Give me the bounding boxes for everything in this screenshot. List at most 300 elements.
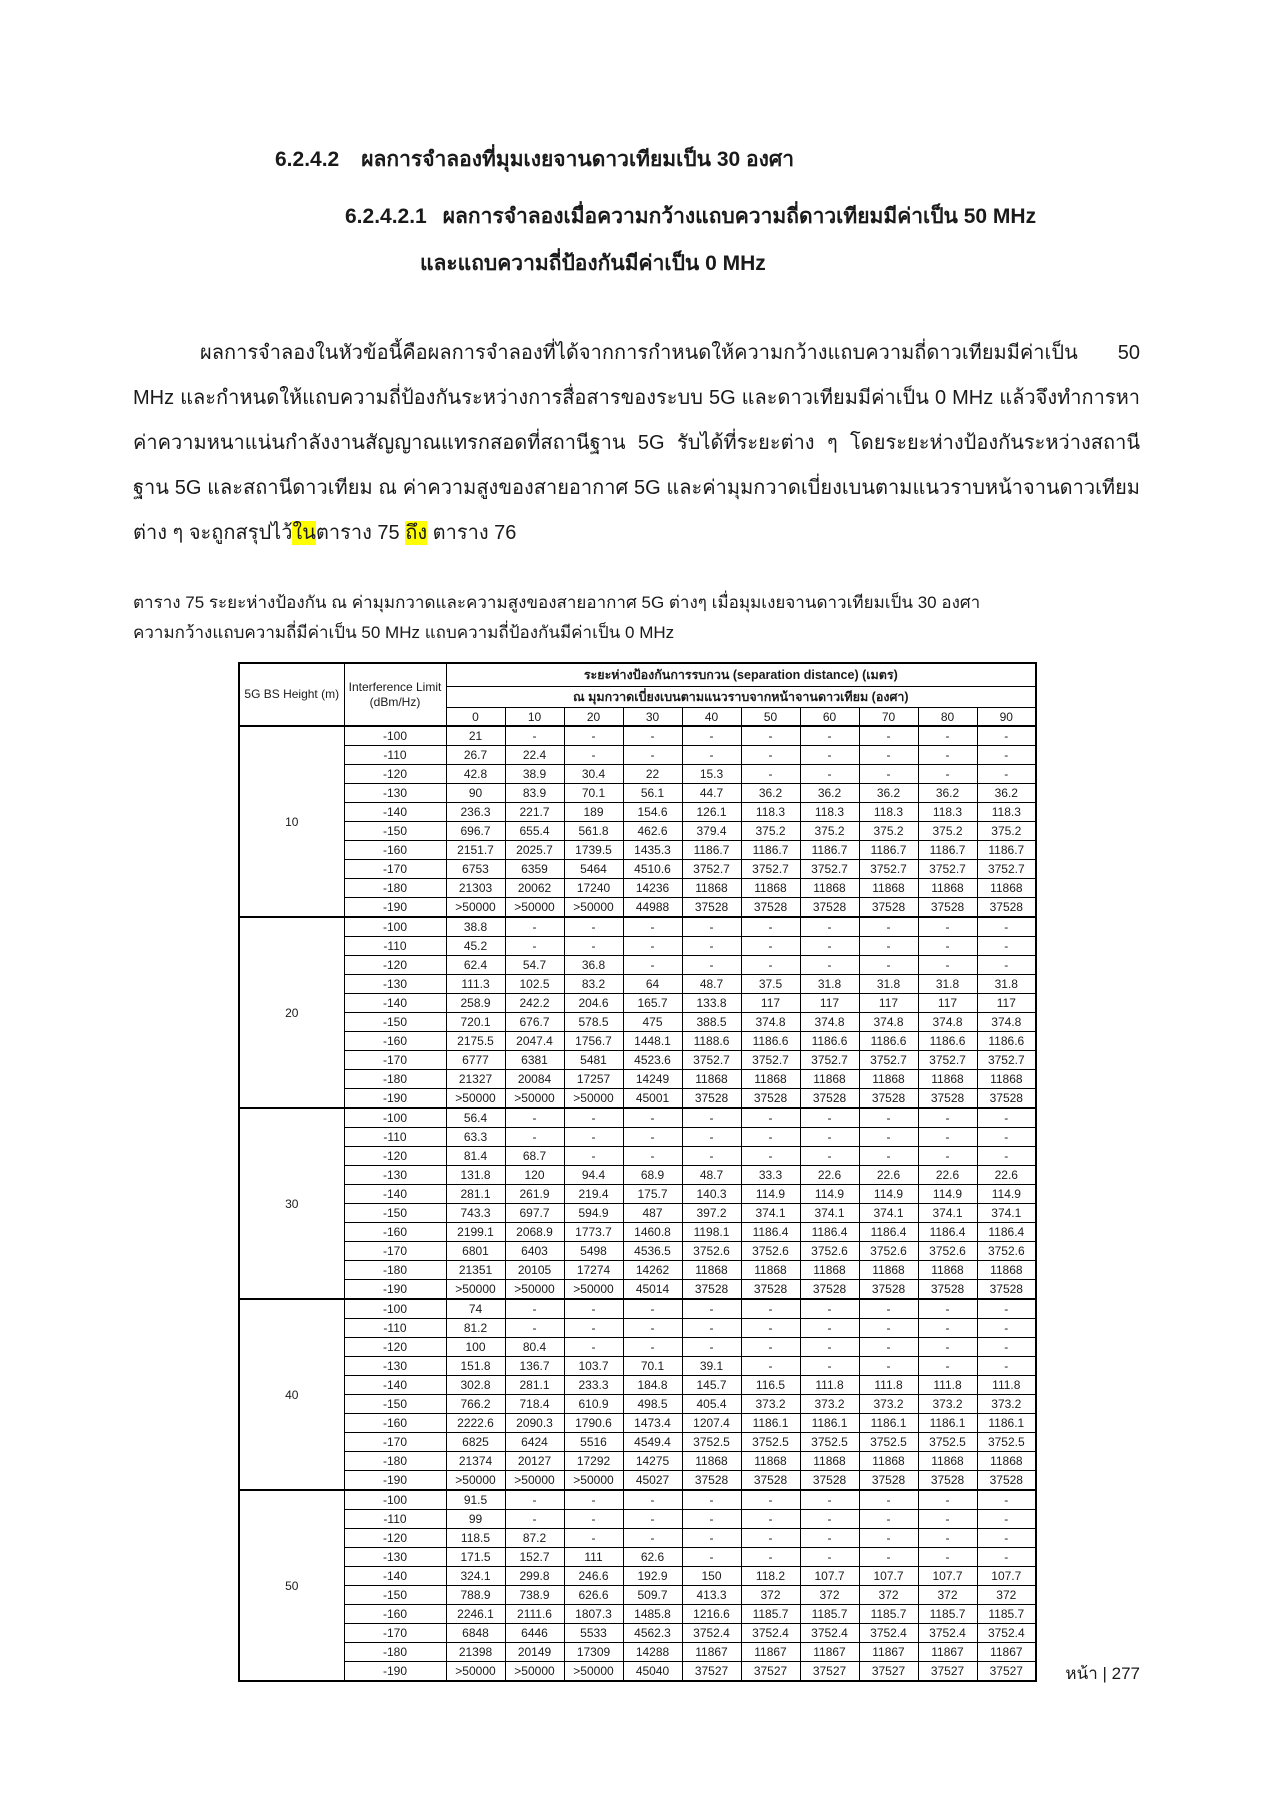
distance-value-cell: 37528 <box>741 1089 800 1109</box>
distance-value-cell: 2025.7 <box>505 841 564 860</box>
distance-value-cell: 171.5 <box>446 1548 505 1567</box>
angle-header-cell: 60 <box>800 708 859 727</box>
distance-value-cell: 1485.8 <box>623 1605 682 1624</box>
distance-value-cell: 11868 <box>977 879 1036 898</box>
distance-value-cell: - <box>977 1299 1036 1319</box>
distance-value-cell: - <box>859 746 918 765</box>
distance-value-cell: 165.7 <box>623 994 682 1013</box>
distance-value-cell: - <box>859 937 918 956</box>
distance-value-cell: 498.5 <box>623 1395 682 1414</box>
table-caption-line2: ความกว้างแถบความถี่มีค่าเป็น 50 MHz แถบความถี่ป้องกันมีค่าเป็น 0 MHz <box>133 623 675 642</box>
table-row <box>239 1567 1036 1586</box>
distance-value-cell: - <box>564 1128 623 1147</box>
distance-value-cell: 81.4 <box>446 1147 505 1166</box>
distance-value-cell: 102.5 <box>505 975 564 994</box>
table-row <box>239 1242 1036 1261</box>
distance-value-cell: 236.3 <box>446 803 505 822</box>
distance-value-cell: - <box>741 746 800 765</box>
distance-value-cell: - <box>564 1490 623 1510</box>
distance-value-cell: 111 <box>564 1548 623 1567</box>
distance-value-cell: 22.6 <box>918 1166 977 1185</box>
distance-value-cell: 281.1 <box>446 1185 505 1204</box>
distance-value-cell: 62.4 <box>446 956 505 975</box>
table-row <box>239 1147 1036 1166</box>
distance-value-cell: 63.3 <box>446 1128 505 1147</box>
distance-value-cell: 379.4 <box>682 822 741 841</box>
distance-value-cell: 117 <box>859 994 918 1013</box>
distance-value-cell: 31.8 <box>859 975 918 994</box>
distance-value-cell: 14275 <box>623 1452 682 1471</box>
interference-limit-cell: -160 <box>344 1605 446 1624</box>
distance-value-cell: 117 <box>977 994 1036 1013</box>
distance-value-cell: 1186.6 <box>918 1032 977 1051</box>
interference-limit-cell: -150 <box>344 1395 446 1414</box>
distance-value-cell: 114.9 <box>859 1185 918 1204</box>
distance-value-cell: 11868 <box>741 1452 800 1471</box>
distance-value-cell: 37528 <box>859 898 918 918</box>
distance-value-cell: 2246.1 <box>446 1605 505 1624</box>
distance-value-cell: - <box>859 956 918 975</box>
distance-value-cell: 374.8 <box>918 1013 977 1032</box>
distance-value-cell: 83.2 <box>564 975 623 994</box>
distance-value-cell: 54.7 <box>505 956 564 975</box>
distance-value-cell: 1186.4 <box>800 1223 859 1242</box>
distance-value-cell: 111.3 <box>446 975 505 994</box>
distance-value-cell: 111.8 <box>800 1376 859 1395</box>
distance-value-cell: - <box>741 1338 800 1357</box>
distance-value-cell: 11868 <box>682 1070 741 1089</box>
distance-value-cell: 15.3 <box>682 765 741 784</box>
distance-value-cell: 11868 <box>800 1070 859 1089</box>
distance-value-cell: 375.2 <box>977 822 1036 841</box>
distance-value-cell: 11868 <box>918 1452 977 1471</box>
distance-value-cell: - <box>859 917 918 937</box>
distance-value-cell: 37527 <box>800 1662 859 1682</box>
distance-value-cell: 388.5 <box>682 1013 741 1032</box>
distance-value-cell: - <box>682 937 741 956</box>
distance-value-cell: 56.1 <box>623 784 682 803</box>
distance-value-cell: 1185.7 <box>859 1605 918 1624</box>
distance-value-cell: 11867 <box>800 1643 859 1662</box>
distance-value-cell: >50000 <box>505 898 564 918</box>
distance-value-cell: 111.8 <box>918 1376 977 1395</box>
distance-value-cell: 11867 <box>918 1643 977 1662</box>
distance-value-cell: 1185.7 <box>918 1605 977 1624</box>
distance-value-cell: 509.7 <box>623 1586 682 1605</box>
distance-value-cell: - <box>977 765 1036 784</box>
distance-value-cell: 37528 <box>977 1089 1036 1109</box>
distance-value-cell: 11867 <box>682 1643 741 1662</box>
distance-value-cell: 1185.7 <box>977 1605 1036 1624</box>
distance-value-cell: 37528 <box>800 898 859 918</box>
distance-value-cell: 1186.7 <box>741 841 800 860</box>
distance-value-cell: >50000 <box>446 1089 505 1109</box>
distance-value-cell: 374.1 <box>918 1204 977 1223</box>
distance-value-cell: 2175.5 <box>446 1032 505 1051</box>
distance-value-cell: 20127 <box>505 1452 564 1471</box>
distance-value-cell: - <box>682 1490 741 1510</box>
table-row <box>239 1108 1036 1128</box>
distance-value-cell: 3752.6 <box>918 1242 977 1261</box>
angle-header-cell: 80 <box>918 708 977 727</box>
distance-value-cell: 3752.7 <box>800 860 859 879</box>
distance-value-cell: 21351 <box>446 1261 505 1280</box>
distance-value-cell: 11868 <box>741 1261 800 1280</box>
distance-value-cell: 14262 <box>623 1261 682 1280</box>
distance-value-cell: - <box>800 937 859 956</box>
interference-limit-cell: -120 <box>344 956 446 975</box>
distance-value-cell: 2151.7 <box>446 841 505 860</box>
azimuth-angle-header: ณ มุมกวาดเบี่ยงเบนตามแนวราบจากหน้าจานดาวเทียม (องศา) <box>446 687 1036 708</box>
distance-value-cell: 3752.7 <box>859 860 918 879</box>
distance-value-cell: 324.1 <box>446 1567 505 1586</box>
distance-value-cell: - <box>977 1357 1036 1376</box>
distance-value-cell: - <box>918 1490 977 1510</box>
distance-value-cell: 655.4 <box>505 822 564 841</box>
distance-value-cell: - <box>623 1299 682 1319</box>
distance-value-cell: 302.8 <box>446 1376 505 1395</box>
distance-value-cell: - <box>505 726 564 746</box>
distance-value-cell: - <box>564 1338 623 1357</box>
distance-value-cell: 11868 <box>682 1261 741 1280</box>
distance-value-cell: - <box>623 1147 682 1166</box>
interference-limit-cell: -160 <box>344 841 446 860</box>
highlighted-word: ใน <box>292 522 316 544</box>
distance-value-cell: - <box>859 1147 918 1166</box>
distance-value-cell: 37528 <box>859 1089 918 1109</box>
interference-limit-cell: -180 <box>344 1452 446 1471</box>
distance-value-cell: 11868 <box>918 1070 977 1089</box>
distance-value-cell: - <box>800 1357 859 1376</box>
table-caption-line1: ตาราง 75 ระยะห่างป้องกัน ณ ค่ามุมกวาดและความสูงของสายอากาศ 5G ต่างๆ เมื่อมุมเงยจานดาวเทียมเป็น 30 องศา <box>133 593 981 612</box>
bs-height-cell: 30 <box>239 1108 344 1299</box>
distance-value-cell: 3752.6 <box>977 1242 1036 1261</box>
distance-value-cell: 374.1 <box>859 1204 918 1223</box>
distance-value-cell: 219.4 <box>564 1185 623 1204</box>
distance-value-cell: 30.4 <box>564 765 623 784</box>
distance-value-cell: 413.3 <box>682 1586 741 1605</box>
distance-value-cell: 37527 <box>741 1662 800 1682</box>
distance-value-cell: 37528 <box>741 1471 800 1491</box>
table-row <box>239 1089 1036 1109</box>
table-row <box>239 1414 1036 1433</box>
distance-value-cell: - <box>505 1128 564 1147</box>
distance-value-cell: - <box>977 956 1036 975</box>
distance-value-cell: 45.2 <box>446 937 505 956</box>
distance-value-cell: 299.8 <box>505 1567 564 1586</box>
distance-value-cell: - <box>859 1338 918 1357</box>
distance-value-cell: 1186.7 <box>859 841 918 860</box>
distance-value-cell: 2222.6 <box>446 1414 505 1433</box>
distance-value-cell: 11868 <box>800 1261 859 1280</box>
distance-value-cell: >50000 <box>446 1662 505 1682</box>
distance-value-cell: 578.5 <box>564 1013 623 1032</box>
interference-limit-cell: -170 <box>344 1433 446 1452</box>
distance-value-cell: - <box>682 1548 741 1567</box>
body-paragraph <box>133 331 1140 556</box>
distance-value-cell: 1435.3 <box>623 841 682 860</box>
distance-value-cell: 1773.7 <box>564 1223 623 1242</box>
table-row <box>239 1395 1036 1414</box>
interference-limit-cell: -140 <box>344 1185 446 1204</box>
distance-value-cell: 1198.1 <box>682 1223 741 1242</box>
interference-limit-cell: -140 <box>344 1376 446 1395</box>
distance-value-cell: 14288 <box>623 1643 682 1662</box>
distance-value-cell: - <box>800 1548 859 1567</box>
distance-value-cell: 31.8 <box>977 975 1036 994</box>
distance-value-cell: 36.2 <box>800 784 859 803</box>
distance-value-cell: 37528 <box>918 1280 977 1300</box>
distance-value-cell: 48.7 <box>682 975 741 994</box>
distance-value-cell: 17292 <box>564 1452 623 1471</box>
distance-value-cell: - <box>977 1108 1036 1128</box>
bs-height-cell: 40 <box>239 1299 344 1490</box>
distance-value-cell: 150 <box>682 1567 741 1586</box>
interference-limit-cell: -170 <box>344 860 446 879</box>
distance-value-cell: >50000 <box>564 1471 623 1491</box>
distance-value-cell: 11868 <box>918 1261 977 1280</box>
distance-value-cell: - <box>741 1319 800 1338</box>
distance-value-cell: 37528 <box>741 1280 800 1300</box>
distance-value-cell: 45001 <box>623 1089 682 1109</box>
distance-value-cell: 11868 <box>977 1261 1036 1280</box>
distance-value-cell: >50000 <box>564 1280 623 1300</box>
distance-value-cell: 3752.6 <box>741 1242 800 1261</box>
distance-value-cell: 21 <box>446 726 505 746</box>
distance-value-cell: 2199.1 <box>446 1223 505 1242</box>
distance-value-cell: 720.1 <box>446 1013 505 1032</box>
distance-value-cell: 561.8 <box>564 822 623 841</box>
distance-value-cell: 154.6 <box>623 803 682 822</box>
distance-value-cell: 1188.6 <box>682 1032 741 1051</box>
distance-value-cell: 37528 <box>741 898 800 918</box>
distance-value-cell: 5533 <box>564 1624 623 1643</box>
subsection-title-line2: และแถบความถี่ป้องกันมีค่าเป็น 0 MHz <box>420 252 766 275</box>
table-row <box>239 994 1036 1013</box>
bs-height-cell: 10 <box>239 726 344 917</box>
interference-limit-cell: -190 <box>344 1089 446 1109</box>
distance-value-cell: - <box>859 1490 918 1510</box>
paragraph-text: ผลการจำลองในหัวข้อนี้คือผลการจำลองที่ได้จากการกำหนดให้ความกว้างแถบความถี่ดาวเทียมมีค่าเป็น 50 MHz และกำหนดให้แถบความถี่ป้องกันระหว่างการสื่อสารของระบบ 5G และดาวเทียมมีค่าเป็น 0 MHz แล้วจึงทำการหาค่าความหนาแน่นกำลังงานสัญญาณแทรกสอดที่สถานีฐาน 5G รับได้ที่ระยะต่าง ๆ โดยระยะห่างป้องกันระหว่างสถานีฐาน 5G และสถานีดาวเทียม ณ ค่าความสูงของสายอากาศ 5G และค่ามุมกวาดเบี่ยงเบนตามแนวราบหน้าจานดาวเทียมต่าง ๆ จะถูกสรุปไว้ <box>133 342 1140 544</box>
interference-limit-cell: -150 <box>344 1586 446 1605</box>
distance-value-cell: 20084 <box>505 1070 564 1089</box>
distance-value-cell: 38.9 <box>505 765 564 784</box>
distance-value-cell: 80.4 <box>505 1338 564 1357</box>
distance-value-cell: - <box>682 1510 741 1529</box>
interference-limit-cell: -180 <box>344 1261 446 1280</box>
distance-value-cell: 1186.1 <box>741 1414 800 1433</box>
distance-value-cell: - <box>977 1147 1036 1166</box>
distance-value-cell: 626.6 <box>564 1586 623 1605</box>
distance-value-cell: 31.8 <box>800 975 859 994</box>
distance-value-cell: - <box>623 1128 682 1147</box>
interference-limit-cell: -100 <box>344 1108 446 1128</box>
distance-value-cell: 11868 <box>977 1070 1036 1089</box>
distance-value-cell: 373.2 <box>977 1395 1036 1414</box>
distance-value-cell: - <box>977 1338 1036 1357</box>
distance-value-cell: 99 <box>446 1510 505 1529</box>
distance-value-cell: - <box>918 1529 977 1548</box>
distance-value-cell: >50000 <box>505 1471 564 1491</box>
angle-header-cell: 10 <box>505 708 564 727</box>
distance-value-cell: 743.3 <box>446 1204 505 1223</box>
distance-value-cell: 373.2 <box>859 1395 918 1414</box>
distance-value-cell: 17274 <box>564 1261 623 1280</box>
interference-limit-column-header: Interference Limit (dBm/Hz) <box>344 663 446 726</box>
distance-value-cell: 70.1 <box>623 1357 682 1376</box>
table-row <box>239 726 1036 746</box>
table-row <box>239 1204 1036 1223</box>
distance-value-cell: - <box>918 1319 977 1338</box>
distance-value-cell: 140.3 <box>682 1185 741 1204</box>
distance-value-cell: 118.3 <box>800 803 859 822</box>
angle-header-cell: 0 <box>446 708 505 727</box>
distance-value-cell: - <box>741 1128 800 1147</box>
distance-value-cell: - <box>682 1147 741 1166</box>
distance-value-cell: 39.1 <box>682 1357 741 1376</box>
interference-limit-cell: -160 <box>344 1223 446 1242</box>
distance-value-cell: 11868 <box>800 879 859 898</box>
distance-value-cell: 5516 <box>564 1433 623 1452</box>
distance-value-cell: 145.7 <box>682 1376 741 1395</box>
distance-value-cell: 44.7 <box>682 784 741 803</box>
distance-value-cell: 17309 <box>564 1643 623 1662</box>
distance-value-cell: - <box>505 1490 564 1510</box>
distance-value-cell: 3752.4 <box>682 1624 741 1643</box>
distance-value-cell: 1207.4 <box>682 1414 741 1433</box>
distance-value-cell: 20062 <box>505 879 564 898</box>
distance-value-cell: - <box>918 937 977 956</box>
highlighted-word: ถึง <box>405 522 428 544</box>
distance-value-cell: - <box>741 1147 800 1166</box>
interference-limit-cell: -150 <box>344 1013 446 1032</box>
table-row <box>239 1128 1036 1147</box>
distance-value-cell: - <box>859 1108 918 1128</box>
distance-value-cell: - <box>564 1510 623 1529</box>
distance-value-cell: 6424 <box>505 1433 564 1452</box>
distance-value-cell: >50000 <box>446 1471 505 1491</box>
distance-value-cell: - <box>918 917 977 937</box>
distance-value-cell: 36.2 <box>741 784 800 803</box>
subsection-number: 6.2.4.2.1 <box>345 205 427 228</box>
distance-value-cell: 37528 <box>859 1280 918 1300</box>
interference-limit-cell: -110 <box>344 746 446 765</box>
distance-value-cell: 22.6 <box>977 1166 1036 1185</box>
angle-header-cell: 50 <box>741 708 800 727</box>
distance-value-cell: 1739.5 <box>564 841 623 860</box>
distance-value-cell: 3752.5 <box>918 1433 977 1452</box>
table-row <box>239 1510 1036 1529</box>
interference-limit-cell: -140 <box>344 994 446 1013</box>
distance-value-cell: 37528 <box>977 1471 1036 1491</box>
separation-distance-header: ระยะห่างป้องกันการรบกวน (separation distance) (เมตร) <box>446 663 1036 687</box>
interference-limit-cell: -110 <box>344 1319 446 1338</box>
distance-value-cell: - <box>918 1548 977 1567</box>
distance-value-cell: 37528 <box>800 1280 859 1300</box>
distance-value-cell: 11867 <box>741 1643 800 1662</box>
distance-value-cell: 1756.7 <box>564 1032 623 1051</box>
distance-value-cell: 11867 <box>859 1643 918 1662</box>
table-row <box>239 1605 1036 1624</box>
distance-value-cell: >50000 <box>505 1280 564 1300</box>
distance-value-cell: 3752.4 <box>859 1624 918 1643</box>
table-row <box>239 1471 1036 1491</box>
distance-value-cell: 17257 <box>564 1070 623 1089</box>
height-column-header: 5G BS Height (m) <box>239 663 344 726</box>
distance-value-cell: 3752.4 <box>918 1624 977 1643</box>
interference-limit-cell: -180 <box>344 1070 446 1089</box>
paragraph-text: ตาราง 76 <box>427 522 517 544</box>
table-row <box>239 1490 1036 1510</box>
subsection-title-line1: ผลการจำลองเมื่อความกว้างแถบความถี่ดาวเทียมมีค่าเป็น 50 MHz <box>442 205 1037 228</box>
distance-value-cell: 120 <box>505 1166 564 1185</box>
page-number: หน้า | 277 <box>1065 1664 1140 1683</box>
distance-value-cell: 74 <box>446 1299 505 1319</box>
distance-value-cell: - <box>682 1319 741 1338</box>
table-row <box>239 1166 1036 1185</box>
table-row <box>239 1586 1036 1605</box>
distance-value-cell: - <box>918 1108 977 1128</box>
distance-value-cell: - <box>741 1357 800 1376</box>
table-row <box>239 1529 1036 1548</box>
distance-value-cell: 1185.7 <box>741 1605 800 1624</box>
interference-limit-cell: -130 <box>344 1548 446 1567</box>
distance-value-cell: 242.2 <box>505 994 564 1013</box>
distance-value-cell: 204.6 <box>564 994 623 1013</box>
distance-value-cell: 37527 <box>682 1662 741 1682</box>
table-row <box>239 841 1036 860</box>
distance-value-cell: 111.8 <box>859 1376 918 1395</box>
distance-value-cell: - <box>800 917 859 937</box>
distance-value-cell: - <box>682 956 741 975</box>
distance-value-cell: - <box>918 1299 977 1319</box>
distance-value-cell: - <box>741 1108 800 1128</box>
distance-value-cell: - <box>564 746 623 765</box>
distance-value-cell: 107.7 <box>918 1567 977 1586</box>
paragraph-text: ตาราง 75 <box>315 522 406 544</box>
distance-value-cell: 475 <box>623 1013 682 1032</box>
interference-limit-cell: -130 <box>344 975 446 994</box>
distance-value-cell: 11868 <box>800 1452 859 1471</box>
distance-value-cell: - <box>800 1128 859 1147</box>
distance-value-cell: 111.8 <box>977 1376 1036 1395</box>
distance-value-cell: 3752.7 <box>682 860 741 879</box>
distance-value-cell: 1790.6 <box>564 1414 623 1433</box>
distance-value-cell: 21327 <box>446 1070 505 1089</box>
distance-value-cell: - <box>977 1128 1036 1147</box>
angle-header-cell: 20 <box>564 708 623 727</box>
distance-value-cell: 21398 <box>446 1643 505 1662</box>
distance-value-cell: 1186.1 <box>918 1414 977 1433</box>
distance-value-cell: 3752.7 <box>800 1051 859 1070</box>
table-row <box>239 975 1036 994</box>
distance-value-cell: 48.7 <box>682 1166 741 1185</box>
distance-value-cell: 1186.7 <box>977 841 1036 860</box>
distance-value-cell: - <box>682 1529 741 1548</box>
distance-value-cell: 20149 <box>505 1643 564 1662</box>
distance-value-cell: - <box>800 956 859 975</box>
distance-value-cell: 37528 <box>918 898 977 918</box>
distance-value-cell: - <box>564 1147 623 1166</box>
interference-limit-cell: -110 <box>344 1128 446 1147</box>
interference-limit-cell: -190 <box>344 1662 446 1682</box>
distance-value-cell: 70.1 <box>564 784 623 803</box>
distance-value-cell: - <box>859 1128 918 1147</box>
distance-value-cell: 11868 <box>741 879 800 898</box>
distance-value-cell: - <box>505 1510 564 1529</box>
distance-value-cell: 116.5 <box>741 1376 800 1395</box>
distance-value-cell: 114.9 <box>741 1185 800 1204</box>
